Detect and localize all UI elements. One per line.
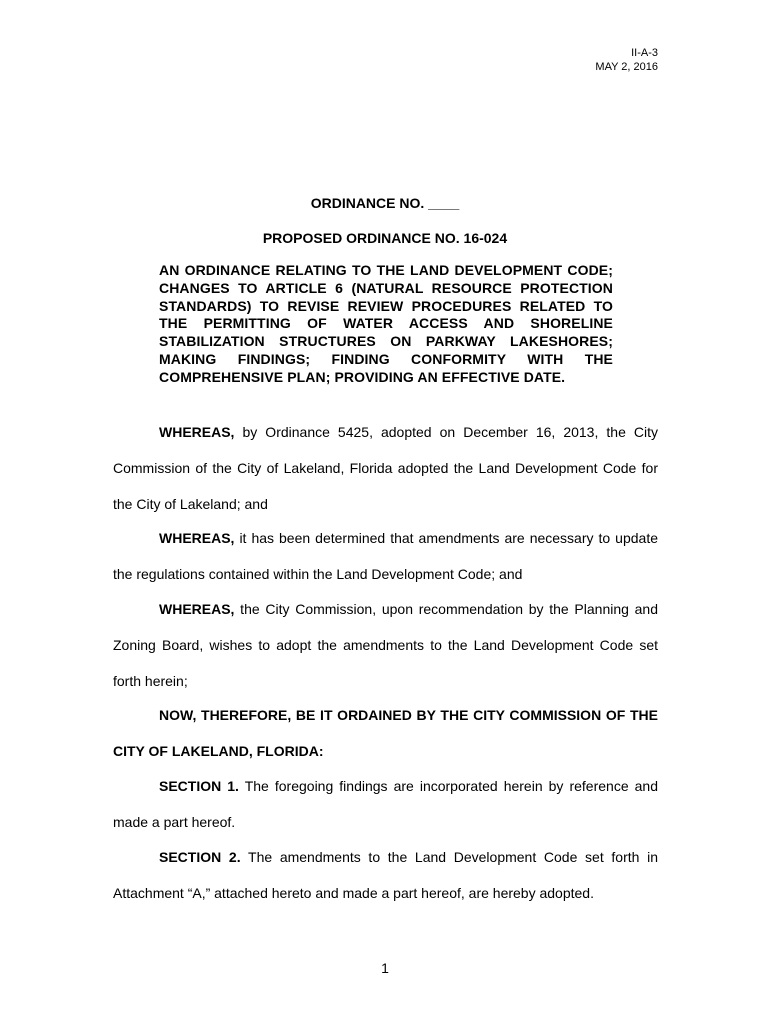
paragraph-text: by Ordinance 5425, adopted on December 16, 2013, the City Commission of the City of Lakeland, Florida adopted the Land Development Code for the City of Lakeland; and: [113, 424, 658, 512]
ordaining-clause: [113, 697, 658, 769]
ordinance-abstract: AN ORDINANCE RELATING TO THE LAND DEVELOPMENT CODE; CHANGES TO ARTICLE 6 (NATURAL RESOURCE PROTECTION STANDARDS) TO REVISE REVIEW PROCEDURES RELATED TO THE PERMITTING OF WATER ACCESS AND SHORELINE STABILIZATION STRUCTURES ON PARKWAY LAKESHORES; MAKING FINDINGS; FINDING CONFORMITY WITH THE COMPREHENSIVE PLAN; PROVIDING AN EFFECTIVE DATE.: [159, 262, 613, 385]
paragraph-text: it has been determined that amendments are necessary to update the regulations contained within the Land Development Code; and: [113, 530, 658, 582]
paragraph-text: The foregoing findings are incorporated herein by reference and made a part hereof.: [113, 778, 658, 830]
whereas-paragraph-3: [113, 591, 658, 699]
paragraph-lead: WHEREAS,: [159, 601, 235, 617]
header-date: MAY 2, 2016: [595, 61, 658, 73]
proposed-ordinance-title: PROPOSED ORDINANCE NO. 16-024: [262, 230, 508, 246]
paragraph-text: the City Commission, upon recommendation by the Planning and Zoning Board, wishes to adopt the amendments to the Land Development Code set forth herein;: [113, 601, 658, 689]
page-number: 1: [381, 960, 389, 976]
paragraph-text: The amendments to the Land Development Code set forth in Attachment “A,” attached hereto and made a part hereof, are hereby adopted.: [113, 849, 659, 901]
section-1-paragraph: [113, 768, 658, 840]
whereas-paragraph-2: [113, 520, 658, 592]
section-2-paragraph: [113, 839, 658, 911]
paragraph-lead: WHEREAS,: [159, 530, 235, 546]
paragraph-lead: WHEREAS,: [159, 424, 235, 440]
page-header: [595, 46, 658, 74]
paragraph-lead: SECTION 2.: [159, 849, 241, 865]
paragraph-lead: NOW, THEREFORE, BE IT ORDAINED BY THE CITY COMMISSION OF THE CITY OF LAKELAND, FLORIDA:: [113, 707, 658, 759]
page-reference: II-A-3: [631, 47, 658, 59]
whereas-paragraph-1: [113, 414, 658, 522]
paragraph-lead: SECTION 1.: [159, 778, 239, 794]
ordinance-number-title: ORDINANCE NO. ____: [310, 195, 460, 211]
